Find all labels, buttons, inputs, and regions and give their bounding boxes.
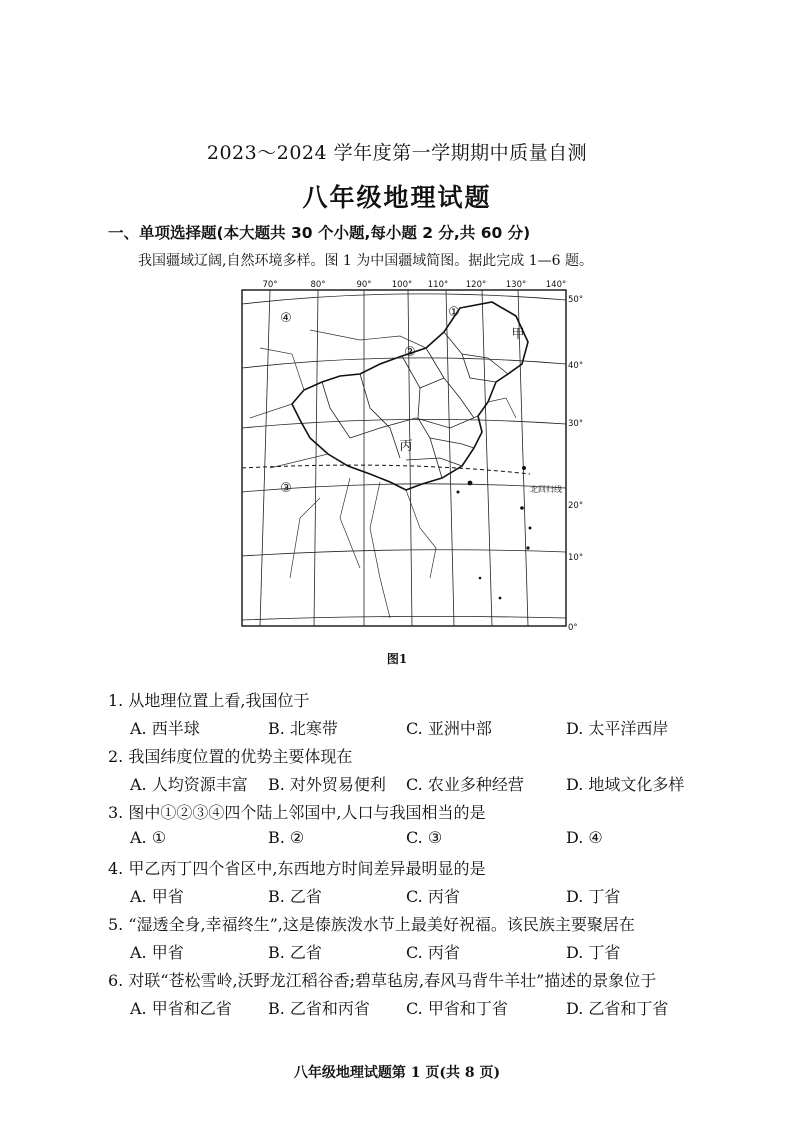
lat-label: 20° [568,501,584,511]
answer-option[interactable]: B. 乙省和丙省 [268,999,370,1018]
lon-label: 70° [262,280,278,290]
answer-option[interactable]: D. 太平洋西岸 [566,719,669,738]
marker-jia: 甲 [511,327,525,342]
answer-option[interactable]: D. 丁省 [566,887,621,906]
section-intro: 我国疆域辽阔,自然环境多样。图 1 为中国疆域简图。据此完成 1—6 题。 [138,253,593,269]
answer-option[interactable]: B. ② [268,828,305,847]
answer-option[interactable]: C. 丙省 [406,943,460,962]
answer-option[interactable]: A. 甲省和乙省 [130,999,232,1018]
answer-option[interactable]: A. ① [130,828,167,847]
lat-label: 50° [568,295,584,305]
exam-subject-title: 八年级地理试题 [302,183,492,212]
question-stem: 1. 从地理位置上看,我国位于 [108,691,310,710]
marker-4: ④ [280,311,292,326]
lat-label: 10° [568,553,584,563]
page-footer: 八年级地理试题第 1 页(共 8 页) [293,1065,501,1081]
lat-label: 0° [568,623,578,633]
answer-option[interactable]: B. 北寒带 [268,719,338,738]
lon-label: 120° [465,280,487,290]
answer-option[interactable]: C. 丙省 [406,887,460,906]
tropic-label: 北回归线 [530,485,562,494]
lat-label: 40° [568,361,584,371]
answer-option[interactable]: B. 乙省 [268,943,322,962]
lon-label: 90° [356,280,372,290]
answer-option[interactable]: C. ③ [406,828,443,847]
lon-label: 140° [545,280,567,290]
answer-option[interactable]: A. 人均资源丰富 [130,775,248,794]
answer-option[interactable]: D. ④ [566,828,603,847]
answer-option[interactable]: A. 甲省 [130,887,184,906]
china-territory-map [230,278,590,638]
lon-label: 110° [427,280,449,290]
map-caption: 图1 [386,652,408,666]
marker-2: ② [404,345,416,360]
longitude-labels [262,280,566,290]
question-stem: 2. 我国纬度位置的优势主要体现在 [108,747,353,766]
question-stem: 6. 对联“苍松雪岭,沃野龙江稻谷香;碧草毡房,春风马背牛羊壮”描述的景象位于 [108,971,657,990]
lon-label: 130° [505,280,527,290]
lon-label: 100° [391,280,413,290]
latitude-labels [568,295,583,633]
answer-option[interactable]: C. 亚洲中部 [406,719,492,738]
marker-1: ① [448,305,460,320]
question-stem: 4. 甲乙丙丁四个省区中,东西地方时间差异最明显的是 [108,859,486,878]
answer-option[interactable]: D. 地域文化多样 [566,775,685,794]
lon-label: 80° [310,280,326,290]
answer-option[interactable]: C. 农业多种经营 [406,775,524,794]
exam-title: 2023～2024 学年度第一学期期中质量自测 [206,142,588,164]
question-stem: 5. “湿透全身,幸福终生”,这是傣族泼水节上最美好祝福。该民族主要聚居在 [108,915,635,934]
marker-bing: 丙 [399,439,413,454]
section-heading: 一、单项选择题(本大题共 30 个小题,每小题 2 分,共 60 分) [108,224,531,242]
answer-option[interactable]: D. 丁省 [566,943,621,962]
answer-option[interactable]: A. 甲省 [130,943,184,962]
answer-option[interactable]: D. 乙省和丁省 [566,999,669,1018]
question-stem: 3. 图中①②③④四个陆上邻国中,人口与我国相当的是 [108,803,486,822]
answer-option[interactable]: A. 西半球 [130,719,200,738]
answer-option[interactable]: B. 乙省 [268,887,322,906]
lat-label: 30° [568,419,584,429]
answer-option[interactable]: C. 甲省和丁省 [406,999,508,1018]
marker-3: ③ [280,481,292,496]
answer-option[interactable]: B. 对外贸易便利 [268,775,386,794]
